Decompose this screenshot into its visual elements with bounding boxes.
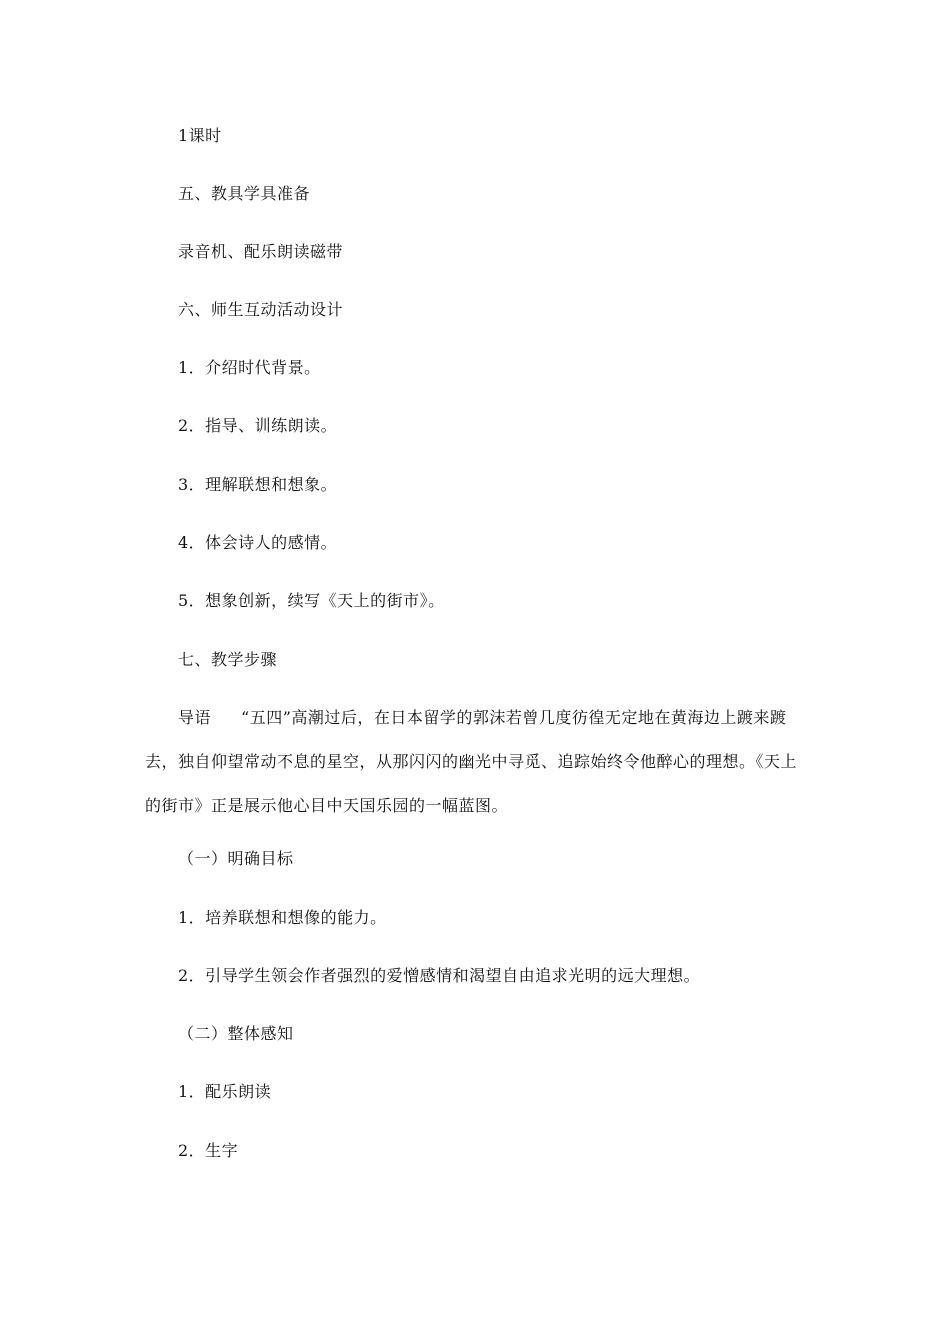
intro-text: “五四”高潮过后，在日本留学的郭沫若曾几度彷徨无定地在黄海边上踱来踱去，独自仰望常动不息的星空，从那闪闪的幽光中寻觅、追踪始终令他醉心的理想。《天上的街市》正是展示他心目中天国乐园的一幅蓝图。 <box>145 708 798 815</box>
activity-item: 1．介绍时代背景。 <box>178 358 321 377</box>
perception-item: 1．配乐朗读 <box>178 1082 272 1101</box>
activity-item: 4．体会诗人的感情。 <box>178 533 338 552</box>
section-heading-teaching-aids: 五、教具学具准备 <box>178 184 311 203</box>
activity-item: 5．想象创新，续写《天上的街市》。 <box>178 591 445 610</box>
class-hours: 1课时 <box>178 126 222 145</box>
subsection-heading-objectives: （一）明确目标 <box>178 849 294 868</box>
teaching-aids-content: 录音机、配乐朗读磁带 <box>178 242 344 261</box>
activity-item: 2．指导、训练朗读。 <box>178 416 338 435</box>
intro-paragraph <box>145 696 805 828</box>
perception-item: 2．生字 <box>178 1141 239 1160</box>
objective-item: 2．引导学生领会作者强烈的爱憎感情和渴望自由追求光明的远大理想。 <box>178 966 701 985</box>
section-heading-teaching-steps: 七、教学步骤 <box>178 650 278 669</box>
activity-item: 3．理解联想和想象。 <box>178 475 338 494</box>
section-heading-activity-design: 六、师生互动活动设计 <box>178 300 344 319</box>
subsection-heading-overall-perception: （二）整体感知 <box>178 1024 294 1043</box>
objective-item: 1．培养联想和想像的能力。 <box>178 908 387 927</box>
intro-label: 导语 <box>178 708 212 727</box>
